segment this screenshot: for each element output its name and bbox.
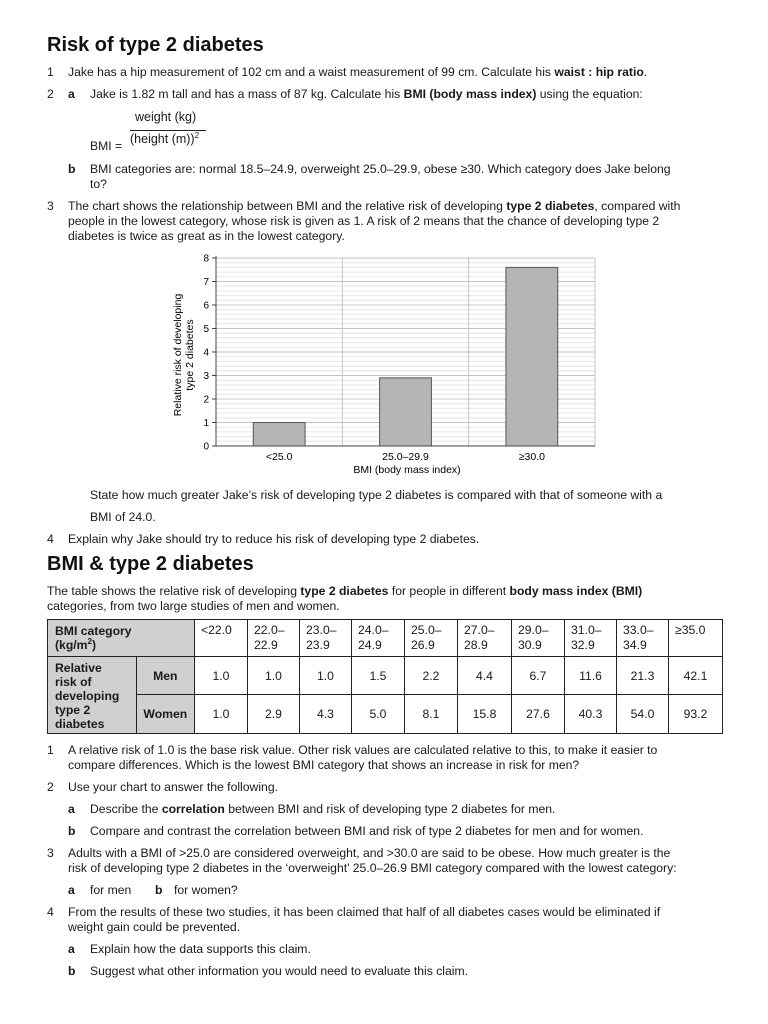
question-4-text: Explain why Jake should try to reduce his risk of developing type 2 diabetes. (68, 532, 480, 546)
question-number: 4 (47, 532, 54, 546)
y-tick-label: 1 (203, 418, 209, 429)
sub-letter: a (68, 883, 75, 897)
s2-question-3-line1: Adults with a BMI of >25.0 are considered overweight, and >30.0 are said to be obese. How much greater is the (68, 846, 671, 860)
question-number: 1 (47, 743, 54, 757)
s2-question-1-line2: compare differences. Which is the lowest BMI category that shows an increase in risk for men? (68, 758, 580, 772)
men-value: 1.0 (248, 657, 300, 695)
men-value: 1.5 (352, 657, 405, 695)
s2-question-2a-text: Describe the correlation between BMI and risk of developing type 2 diabetes for men. (90, 802, 556, 816)
x-tick-label: ≥30.0 (518, 451, 545, 463)
category-cell: 23.0– 23.9 (300, 620, 352, 657)
formula-denominator: (height (m))$^2$ (130, 130, 200, 146)
sub-letter: a (68, 942, 75, 956)
y-axis-label-line1: Relative risk of developing (172, 293, 184, 417)
women-value: 1.0 (195, 695, 248, 734)
y-tick-label: 2 (203, 394, 209, 406)
men-value: 11.6 (565, 657, 617, 695)
question-2b-line2: to? (90, 177, 107, 191)
men-value: 1.0 (300, 657, 352, 695)
y-tick-label: 4 (203, 347, 209, 359)
section-title-risk: Risk of type 2 diabetes (47, 34, 264, 56)
s2-question-4b-text: Suggest what other information you would need to evaluate this claim. (90, 964, 469, 978)
men-value: 2.2 (405, 657, 458, 695)
women-value: 2.9 (248, 695, 300, 734)
s2-question-4-line1: From the results of these two studies, it has been claimed that half of all diabetes cases would be eliminated if (68, 905, 661, 919)
y-tick-label: 0 (203, 441, 209, 453)
x-tick-label: <25.0 (265, 451, 293, 463)
sub-letter: b (68, 964, 76, 978)
women-value: 40.3 (565, 695, 617, 734)
question-number: 3 (47, 846, 54, 860)
category-cell: 33.0– 34.9 (617, 620, 669, 657)
y-tick-label: 6 (203, 300, 209, 312)
s2-question-3a-text: for men (90, 883, 132, 897)
women-value: 5.0 (352, 695, 405, 734)
category-cell: 22.0– 22.9 (248, 620, 300, 657)
y-tick-label: 3 (203, 371, 209, 382)
bmi-category-header: BMI category $(kg/m^2)$ (48, 620, 195, 657)
formula-label: BMI = (90, 139, 123, 153)
question-3-line2: people in the lowest category, whose risk is given as 1. A risk of 2 means that the chance of developing type 2 (68, 214, 660, 228)
women-value: 15.8 (458, 695, 512, 734)
women-value: 4.3 (300, 695, 352, 734)
s2-question-2-text: Use your chart to answer the following. (68, 780, 278, 794)
men-value: 6.7 (512, 657, 565, 695)
category-cell: 27.0– 28.9 (458, 620, 512, 657)
women-value: 93.2 (669, 695, 723, 734)
question-2a-text: Jake is 1.82 m tall and has a mass of 87 kg. Calculate his BMI (body mass index) using the equation: (90, 87, 643, 101)
question-3-state-line2: BMI of 24.0. (90, 510, 156, 524)
bmi-risk-table (47, 619, 723, 734)
question-3-line3: diabetes is twice as great as in the lowest category. (68, 229, 345, 243)
question-number: 3 (47, 199, 54, 213)
relative-risk-header: Relative risk of developing type 2 diabetes (48, 657, 137, 734)
table-row-women (48, 695, 723, 734)
table-intro-line2: categories, from two large studies of men and women. (47, 599, 340, 613)
s2-question-3-line2: risk of developing type 2 diabetes in the ‘overweight’ 25.0–26.9 BMI category compared with the lowest category: (68, 861, 677, 875)
question-3-line1: The chart shows the relationship between BMI and the relative risk of developing type 2 diabetes, compared with (68, 199, 681, 213)
women-label: Women (136, 695, 194, 734)
sub-letter: b (155, 883, 163, 897)
y-tick-label: 8 (203, 253, 209, 265)
bar-2 (506, 267, 558, 446)
sub-letter: a (68, 802, 75, 816)
question-3-state-line1: State how much greater Jake’s risk of developing type 2 diabetes is compared with that of someone with a (90, 488, 663, 502)
question-1-text: Jake has a hip measurement of 102 cm and a waist measurement of 99 cm. Calculate his waist : hip ratio. (68, 65, 648, 79)
sub-letter: b (68, 162, 76, 176)
s2-question-4a-text: Explain how the data supports this claim. (90, 942, 311, 956)
category-cell: ≥35.0 (669, 620, 723, 657)
women-value: 27.6 (512, 695, 565, 734)
y-tick-label: 7 (203, 277, 209, 288)
sub-letter: a (68, 87, 75, 101)
women-value: 54.0 (617, 695, 669, 734)
s2-question-2b-text: Compare and contrast the correlation between BMI and risk of type 2 diabetes for men and for women. (90, 824, 644, 838)
question-number: 4 (47, 905, 54, 919)
category-cell: 29.0– 30.9 (512, 620, 565, 657)
bar-0 (253, 423, 305, 447)
category-cell: 24.0– 24.9 (352, 620, 405, 657)
men-value: 1.0 (195, 657, 248, 695)
men-label: Men (136, 657, 194, 695)
formula-numerator: weight (kg) (135, 110, 197, 124)
men-value: 4.4 (458, 657, 512, 695)
table-row-men (48, 657, 723, 695)
category-cell: 31.0– 32.9 (565, 620, 617, 657)
category-cell: <22.0 (195, 620, 248, 657)
bmi-formula (90, 108, 290, 158)
table-header-row (48, 620, 723, 657)
x-axis-label: BMI (body mass index) (353, 464, 461, 476)
sub-letter: b (68, 824, 76, 838)
category-cell: 25.0– 26.9 (405, 620, 458, 657)
s2-question-1-line1: A relative risk of 1.0 is the base risk value. Other risk values are calculated relative to this, to make it easier to (68, 743, 658, 757)
men-value: 21.3 (617, 657, 669, 695)
women-value: 8.1 (405, 695, 458, 734)
x-tick-label: 25.0–29.9 (382, 451, 429, 463)
table-intro-line1: The table shows the relative risk of developing type 2 diabetes for people in different body mass index (BMI) (47, 584, 643, 598)
s2-question-4-line2: weight gain could be prevented. (68, 920, 241, 934)
men-value: 42.1 (669, 657, 723, 695)
risk-bar-chart (160, 248, 610, 480)
y-axis-label-line2: type 2 diabetes (184, 319, 196, 391)
bar-1 (380, 378, 432, 446)
section-title-bmi: BMI & type 2 diabetes (47, 553, 254, 575)
y-tick-label: 5 (203, 324, 209, 335)
question-number: 2 (47, 780, 54, 794)
question-number: 1 (47, 65, 54, 79)
question-number: 2 (47, 87, 54, 101)
s2-question-3b-text: for women? (174, 883, 238, 897)
question-2b-line1: BMI categories are: normal 18.5–24.9, overweight 25.0–29.9, obese ≥30. Which category does Jake belong (90, 162, 671, 176)
